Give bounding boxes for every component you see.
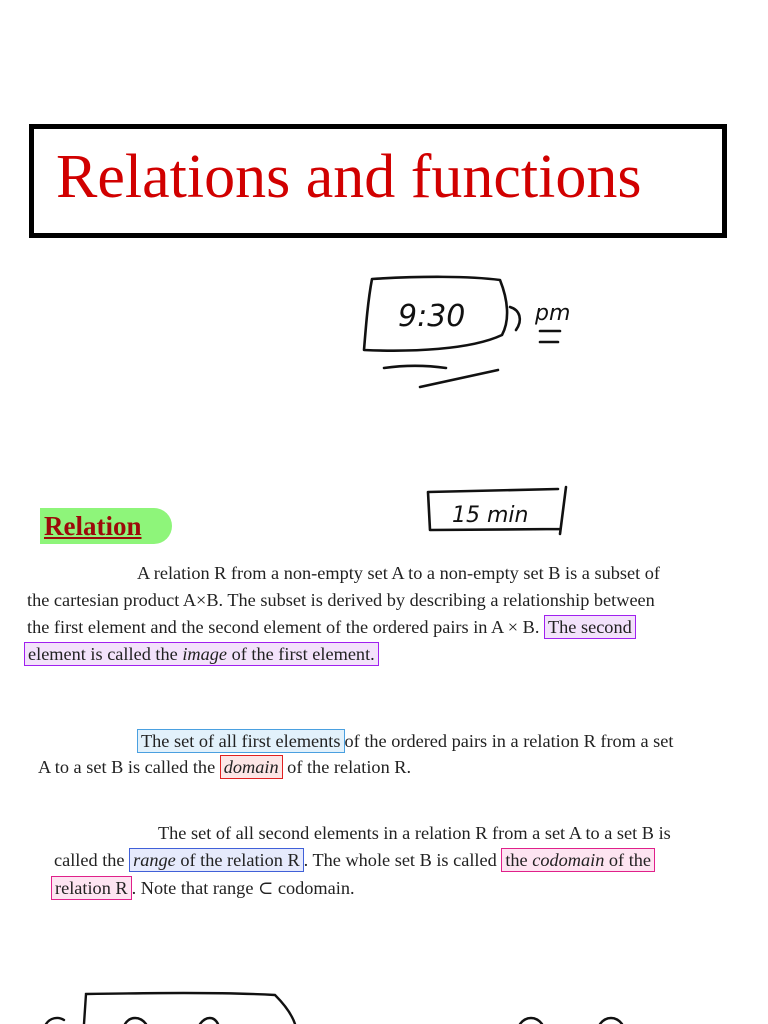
bottom-ink-scribble-2 bbox=[125, 1018, 146, 1024]
highlight-second-element: The second bbox=[544, 615, 636, 639]
range-line-3 bbox=[51, 875, 355, 902]
underline-stroke-2 bbox=[420, 370, 498, 387]
arrow-stroke bbox=[510, 307, 520, 330]
codomain-the: the bbox=[505, 850, 533, 870]
handwritten-meridiem: pm bbox=[535, 301, 571, 326]
bottom-ink-bracket bbox=[84, 993, 295, 1024]
definition-line-3 bbox=[27, 614, 636, 641]
highlight-first-elements: The set of all first elements bbox=[137, 729, 345, 753]
domain-line-2 bbox=[38, 754, 411, 781]
handwritten-time: 9:30 bbox=[398, 299, 466, 334]
highlight-range bbox=[129, 848, 304, 872]
domain-line-2-a: A to a set B is called the bbox=[38, 757, 220, 777]
image-sentence-b: of the first element. bbox=[227, 644, 375, 664]
definition-line-4 bbox=[24, 641, 379, 668]
bottom-ink-scribble-4 bbox=[520, 1018, 622, 1024]
image-sentence-a: element is called the bbox=[28, 644, 183, 664]
domain-line-2-b: of the relation R. bbox=[282, 757, 412, 777]
highlight-domain bbox=[220, 755, 283, 779]
domain-line-1-rest: of the ordered pairs in a relation R from a set bbox=[344, 731, 674, 751]
term-domain: domain bbox=[223, 757, 279, 777]
term-image: image bbox=[182, 644, 227, 664]
page-title: Relations and functions bbox=[56, 143, 642, 211]
range-highlight-rest: of the relation R bbox=[175, 850, 300, 870]
definition-line-3-text: the first element and the second element of the ordered pairs in A × B. bbox=[27, 617, 540, 637]
domain-line-1 bbox=[137, 728, 673, 755]
range-line-3-rest: . Note that range ⊂ codomain. bbox=[131, 878, 355, 898]
range-line-1: The set of all second elements in a relation R from a set A to a set B is bbox=[158, 823, 671, 843]
range-line-2-a: called the bbox=[54, 850, 130, 870]
highlight-codomain bbox=[501, 848, 655, 872]
range-line-2 bbox=[54, 847, 655, 874]
section-heading: Relation bbox=[44, 511, 142, 541]
highlight-relation-r: relation R bbox=[51, 876, 132, 900]
handwritten-duration: 15 min bbox=[452, 503, 529, 528]
underline-stroke-1 bbox=[384, 366, 446, 368]
definition-line-1: A relation R from a non-empty set A to a non-empty set B is a subset of bbox=[137, 563, 660, 583]
term-codomain: codomain bbox=[532, 850, 605, 870]
definition-line-2: the cartesian product A×B. The subset is derived by describing a relationship between bbox=[27, 590, 655, 610]
highlight-image-sentence bbox=[24, 642, 379, 666]
codomain-of-the: of the bbox=[604, 850, 652, 870]
bottom-ink-scribble-1 bbox=[46, 1018, 64, 1024]
range-line-2-mid: . The whole set B is called bbox=[303, 850, 502, 870]
bottom-ink-scribble-3 bbox=[200, 1018, 218, 1024]
term-range: range bbox=[133, 850, 176, 870]
